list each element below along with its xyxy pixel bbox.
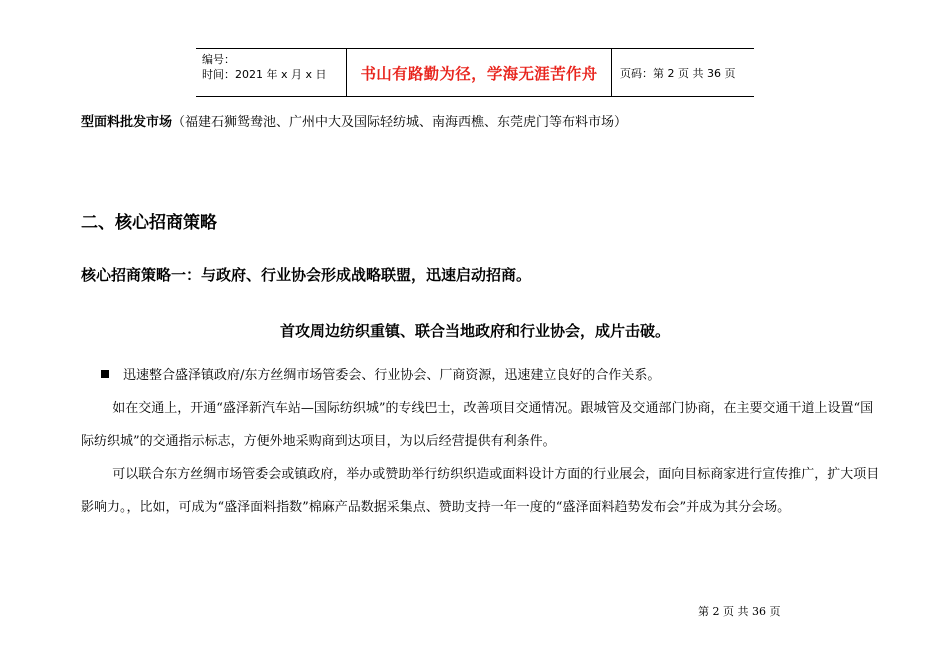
page-header xyxy=(196,48,754,97)
header-date-label: 时间：2021 年 x 月 x 日 xyxy=(202,68,327,81)
section-title: 二、核心招商策略 xyxy=(81,213,217,233)
bullet-item xyxy=(101,364,660,383)
page-footer: 第 2 页 共 36 页 xyxy=(698,605,781,618)
header-page-label: 页码：第 2 页 共 36 页 xyxy=(620,66,736,80)
market-line xyxy=(81,111,627,130)
market-line-bold: 型面料批发市场 xyxy=(81,115,173,130)
paragraph-2: 可以联合东方丝绸市场管委会或镇政府，举办或赞助举行纺织织造或面料设计方面的行业展会，面向目标商家进行宣传推广，扩大项目影响力。，比如，可成为“盛泽面料指数”棉麻产品数据采集点、赞助支持一年一度的“盛泽面料趋势发布会”并成为其分会场。 xyxy=(81,467,880,515)
header-motto: 书山有路勤为径，学海无涯苦作舟 xyxy=(346,49,612,96)
square-bullet-icon xyxy=(101,370,109,378)
header-meta xyxy=(196,49,346,96)
center-slogan: 首攻周边纺织重镇、联合当地政府和行业协会，成片击破。 xyxy=(279,322,670,340)
header-number-label: 编号： xyxy=(202,53,235,66)
strategy-title: 核心招商策略一：与政府、行业协会形成战略联盟，迅速启动招商。 xyxy=(81,266,532,284)
market-line-rest: （福建石狮鸳鸯池、广州中大及国际轻纺城、南海西樵、东莞虎门等布料市场） xyxy=(172,115,628,130)
bullet-text: 迅速整合盛泽镇政府/东方丝绸市场管委会、行业协会、厂商资源，迅速建立良好的合作关系。 xyxy=(123,368,661,383)
paragraph-1: 如在交通上，开通“盛泽新汽车站—国际纺织城”的专线巴士，改善项目交通情况。跟城管及交通部门协商，在主要交通干道上设置“国际纺织城”的交通指示标志，方便外地采购商到达项目，为以后经营提供有利条件。 xyxy=(81,401,874,449)
